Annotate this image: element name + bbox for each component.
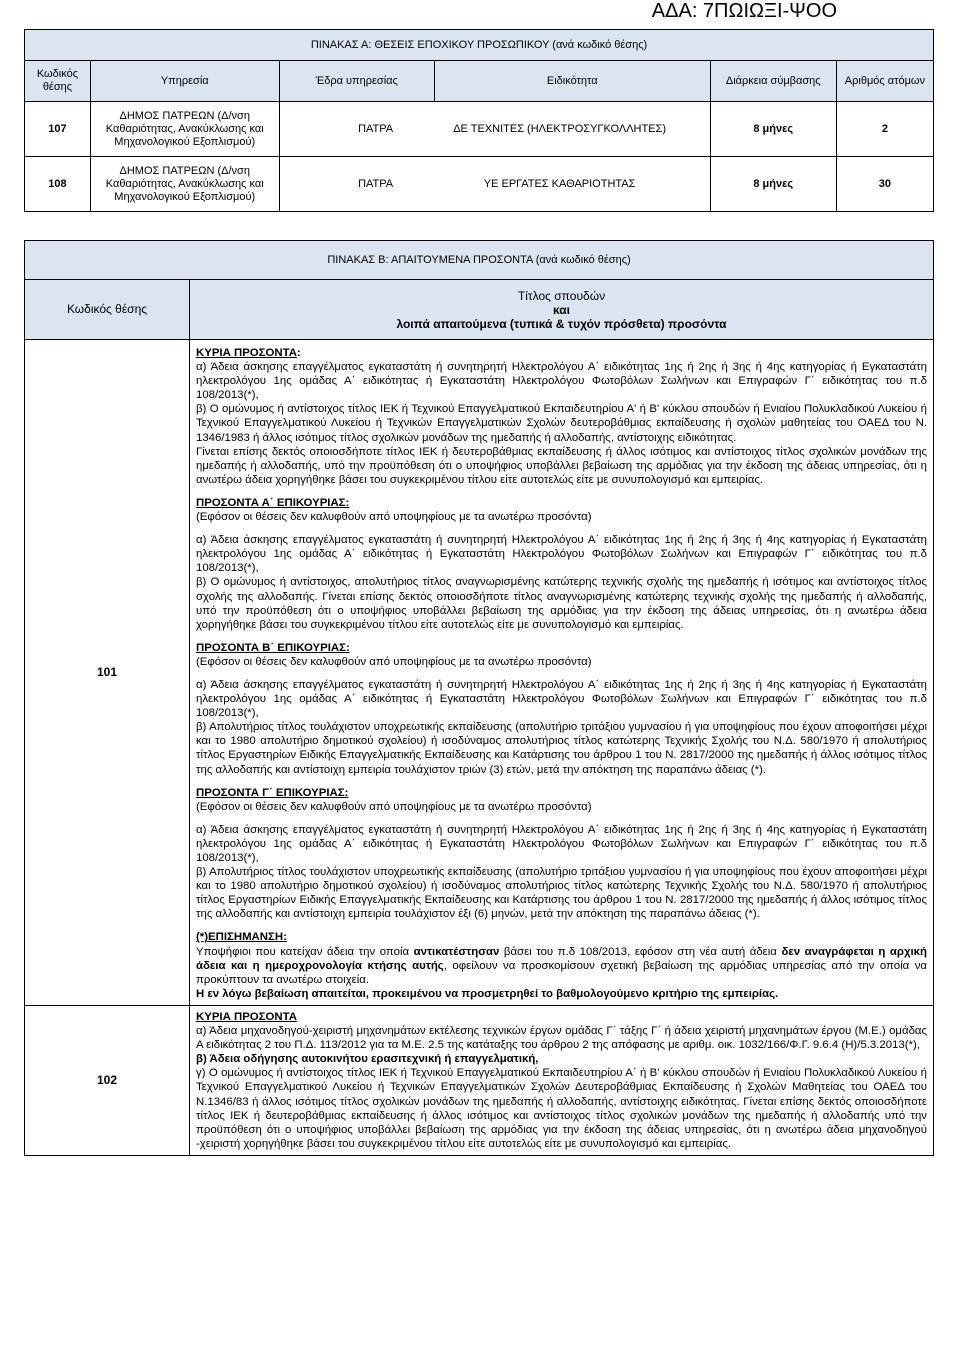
section-head: ΠΡΟΣΟΝΤΑ Α΄ ΕΠΙΚΟΥΡΙΑΣ: <box>196 496 350 509</box>
row-code: 101 <box>25 340 190 1006</box>
row-seat-specialty <box>279 102 710 157</box>
item-b: β) Άδεια οδήγησης αυτοκινήτου ερασιτεχνική ή επαγγελματική, <box>196 1053 539 1066</box>
col-service: Υπηρεσία <box>90 61 279 102</box>
table-row <box>25 1005 934 1155</box>
row-duration: 8 μήνες <box>710 157 836 212</box>
row-count: 30 <box>836 157 933 212</box>
item-a: α) Άδεια άσκησης επαγγέλματος εγκαταστάτη ή συνητηρητή Ηλεκτρολόγου Α΄ ειδικότητας 1ης ή 2ης ή 3ης ή 4ης κατηγορίας ή Εγκαταστάτη ηλεκτρολόγου 1ης ομάδας Α΄ ειδικότητας ή Εγκαταστάτη Ηλεκτρολόγου Φωτοβόλων Σωλήνων και Επιγραφών Γ΄ ειδικότητας του π.δ 108/2013(*), <box>196 678 927 720</box>
row-service: ΔΗΜΟΣ ΠΑΤΡΕΩΝ (Δ/νση Καθαριότητας, Ανακύκλωσης και Μηχανολογικού Εξοπλισμού) <box>90 102 279 157</box>
note-head: (*)ΕΠΙΣΗΜΑΝΣΗ: <box>196 931 287 944</box>
table-a-title: ΠΙΝΑΚΑΣ Α: ΘΕΣΕΙΣ ΕΠΟΧΙΚΟΥ ΠΡΟΣΩΠΙΚΟΥ (ανά κωδικό θέσης) <box>25 30 934 61</box>
col-title-b <box>190 280 934 340</box>
table-b <box>24 240 934 1156</box>
col-duration: Διάρκεια σύμβασης <box>710 61 836 102</box>
section-note: (Εφόσον οι θέσεις δεν καλυφθούν από υποψηφίους με τα ανωτέρω προσόντα) <box>196 800 592 813</box>
note-text: Υποψήφιοι που κατείχαν άδεια την οποία αντικατέστησαν βάσει του π.δ 108/2013, εφόσον στη νέα αυτή άδεια δεν αναγράφεται η αρχική άδεια και η ημερoχρονολογία κτήσης αυτής, οφείλουν να προσκομίσουν σχετική βεβαίωση της αρμόδιας υπηρεσίας από την οποία να προκύπτουν τα ανωτέρω στοιχεία. <box>196 945 927 986</box>
item-c: γ) Ο ομώνυμος ή αντίστοιχος τίτλος ΙΕΚ ή Τεχνικού Επαγγελματικού Εκπαιδευτηρίου Α΄ ή Β' κύκλου σπουδών ή Ενιαίου Πολυκλαδικού Λυκείου ή Τεχνικού Επαγγελματικού Λυκείου ή Τεχνικών Επαγγελματικών Σχολών Δευτεροβάθμιας Εκπαίδευσης ή Σχολών Μαθητείας του ΟΑΕΔ του Ν.1346/83 ή άλλος ισότιμος τίτλος σχολικών μονάδων της ημεδαπής ή αλλοδαπής, αντίστοιχης ειδικότητας. Γίνεται επίσης δεκτός οποιοσδήποτε τίτλος ΙΕΚ ή δευτεροβάθμιας εκπαίδευσης ή άλλος ισότιμος και αντίστοιχος τίτλος σχολικών μονάδων της ημεδαπής ή αλλοδαπής υπό την προϋπόθεση ότι ο υποψήφιος υποβάλλει βεβαίωση της αρμόδιας για την έκδοση της άδειας υπηρεσίας, ότι η ανωτέρω άδεια μηχανοδηγού -χειριστή χορηγήθηκε βάσει του συγκεκριμένου τίτλου είτε αυτοτελώς είτε με συνυπολογισμό και εμπειρίας. <box>196 1067 927 1150</box>
item-c: Γίνεται επίσης δεκτός οποιοσδήποτε τίτλος ΙΕΚ ή δευτεροβάθμιας εκπαίδευσης ή άλλος ισότιμος και αντίστοιχος τίτλος σχολικών μονάδων της ημεδαπής ή αλλοδαπής, υπό την προϋπόθεση ότι ο υποψήφιος υποβάλλει βεβαίωση της αρμόδιας για την έκδοση της άδειας υπηρεσίας, ότι η ανωτέρω άδεια χορηγήθηκε βάσει του συγκεκριμένου τίτλου είτε αυτοτελώς είτε με συνυπολογισμό και εμπειρίας. <box>196 445 927 486</box>
note-bold: Η εν λόγω βεβαίωση απαιτείται, προκειμένου να προσμετρηθεί το βαθμολογούμενο κριτήριο της εμπειρίας. <box>196 987 779 1000</box>
row-qualifications <box>190 1005 934 1155</box>
ada-code: ΑΔΑ: 7ΠΩΙΩΞΙ-ΨΟΟ <box>651 0 837 22</box>
row-service: ΔΗΜΟΣ ΠΑΤΡΕΩΝ (Δ/νση Καθαριότητας, Ανακύκλωσης και Μηχανολογικού Εξοπλισμού) <box>90 157 279 212</box>
col-code-b: Κωδικός θέσης <box>25 280 190 340</box>
table-row <box>25 157 934 212</box>
item-b: β) Ο ομώνυμος ή αντίστοιχος τίτλος ΙΕΚ ή Τεχνικού Επαγγελματικού Εκπαιδευτηρίου Α' ή Β' κύκλου σπουδών ή Ενιαίου Πολυκλαδικού Λυκείου ή Τεχνικού Επαγγελματικού Λυκείου ή Τεχνικών Επαγγελματικών Σχολών δευτεροβάθμιας εκπαίδευσης ή σχολών μαθητείας του ΟΑΕΔ του Ν. 1346/1983 ή άλλος ισότιμος τίτλος σχολικών μονάδων της ημεδαπής ή αλλοδαπής, αντίστοιχης ειδικότητας. <box>196 403 927 444</box>
section-note: (Εφόσον οι θέσεις δεν καλυφθούν από υποψηφίους με τα ανωτέρω προσόντα) <box>196 655 592 668</box>
row-duration: 8 μήνες <box>710 102 836 157</box>
col-specialty: Ειδικότητα <box>434 61 710 102</box>
col-code: Κωδικός θέσης <box>25 61 91 102</box>
col-title-line1: Τίτλος σπουδών <box>517 288 606 303</box>
section-head: ΠΡΟΣΟΝΤΑ Β΄ ΕΠΙΚΟΥΡΙΑΣ: <box>196 641 350 654</box>
item-a: α) Άδεια άσκησης επαγγέλματος εγκαταστάτη ή συνητηρητή Ηλεκτρολόγου Α΄ ειδικότητας 1ης ή 2ης ή 3ης ή 4ης κατηγορίας ή Εγκαταστάτη ηλεκτρολόγου 1ης ομάδας Α΄ ειδικότητας ή Εγκαταστάτη Ηλεκτρολόγου Φωτοβόλων Σωλήνων και Επιγραφών Γ΄ ειδικότητας του π.δ 108/2013(*), <box>196 823 927 864</box>
item-b: β) Απολυτήριος τίτλος τουλάχιστον υποχρεωτικής εκπαίδευσης (απολυτήριο τριτάξιου γυμνασίου ή για υποψηφίους που έχουν αποφοιτήσει μέχρι και το 1980 απολυτήριο δημοτικού σχολείου) ή ισοδύναμος απολυτήριος τίτλος κατώτερης Τεχνικής Σχολής του Ν.Δ. 580/1970 ή απολυτήριος τίτλος Εργαστηρίων Ειδικής Επαγγελματικής Εκπαίδευσης και Κατάρτισης του άρθρου 1 του Ν. 2817/2000 της ημεδαπής ή άλλος ισότιμος τίτλος της αλλοδαπής και αντίστοιχη εμπειρία τουλάχιστον τριών (3) ετών, μετά την απόκτηση της παραπάνω άδειας (*). <box>196 721 927 776</box>
table-row <box>25 340 934 1006</box>
item-a: α) Άδεια άσκησης επαγγέλματος εγκαταστάτη ή συνητηρητή Ηλεκτρολόγου Α΄ ειδικότητας 1ης ή 2ης ή 3ης ή 4ης κατηγορίας ή Εγκαταστάτη ηλεκτρολόγου 1ης ομάδας Α΄ ειδικότητας ή Εγκαταστάτη Ηλεκτρολόγου Φωτοβόλων Σωλήνων και Επιγραφών Γ΄ ειδικότητας του π.δ 108/2013(*), <box>196 534 927 575</box>
col-seat: Έδρα υπηρεσίας <box>279 61 434 102</box>
table-a <box>24 29 934 212</box>
section-head: ΚΥΡΙΑ ΠΡΟΣΟΝΤΑ <box>196 347 297 359</box>
col-title-line2: και <box>552 302 570 317</box>
item-a: α) Άδεια άσκησης επαγγέλματος εγκαταστάτη ή συνητηρητή Ηλεκτρολόγου Α΄ ειδικότητας 1ης ή 2ης ή 3ης ή 4ης κατηγορίας ή Εγκαταστάτη ηλεκτρολόγου 1ης ομάδας Α΄ ειδικότητας ή Εγκαταστάτη Ηλεκτρολόγου Φωτοβόλων Σωλήνων και Επιγραφών Γ΄ ειδικότητας του π.δ 108/2013(*), <box>196 361 927 402</box>
row-code: 108 <box>25 157 91 212</box>
item-b: β) Ο ομώνυμος ή αντίστοιχος, απολυτήριος τίτλος αναγνωρισμένης κατώτερης τεχνικής σχολής της ημεδαπής ή ισότιμος και αντίστοιχος τίτλος σχολής της αλλοδαπής. Γίνεται επίσης δεκτός οποιοσδήποτε τίτλος αναγνωρισμένης κατώτερης τεχνικής σχολής της ημεδαπής ή αλλοδαπής, υπό την προϋπόθεση ότι ο υποψήφιος υποβάλλει βεβαίωση της αρμόδιας για την έκδοση της άδειας υπηρεσίας, ότι η ανωτέρω άδεια χορηγήθηκε βάσει του συγκεκριμένου τίτλου είτε αυτοτελώς είτε με συνυπολογισμό και εμπειρίας. <box>196 576 927 631</box>
row-qualifications: ΚΥΡΙΑ ΠΡΟΣΟΝΤΑ: α) Άδεια άσκησης επαγγέλματος εγκαταστάτη ή συνητηρητή Ηλεκτρολόγου Α΄ ειδικότητας 1ης ή 2ης ή 3ης ή 4ης κατηγορίας ή Εγκαταστάτη ηλεκτρολόγου 1ης ομάδας Α΄ ειδικότητας ή Εγκαταστάτη Ηλεκτρολόγου Φωτοβόλων Σωλήνων και Επιγραφών Γ΄ ειδικότητας του π.δ 108/2013(*), β) Ο ομώνυμος ή αντίστοιχος τίτλος ΙΕΚ ή Τεχνικού Επαγγελματικού Εκπαιδευτηρίου Α' ή Β' κύκλου σπουδών ή Ενιαίου Πολυκλαδικού Λυκείου ή Τεχνικού Επαγγελματικού Λυκείου ή Τεχνικών Επαγγελματικών Σχολών δευτεροβάθμιας εκπαίδευσης ή σχολών μαθητείας του ΟΑΕΔ του Ν. 1346/1983 ή άλλος ισότιμος τίτλος σχολικών μονάδων της ημεδαπής ή αλλοδαπής, αντίστοιχης ειδικότητας. Γίνεται επίσης δεκτός οποιοσδήποτε τίτλος ΙΕΚ ή δευτεροβάθμιας εκπαίδευσης ή άλλος ισότιμος και αντίστοιχος τίτλος σχολικών μονάδων της ημεδαπής ή αλλοδαπής, υπό την προϋπόθεση ότι ο υποψήφιος υποβάλλει βεβαίωση της αρμόδιας για την έκδοση της άδειας υπηρεσίας, ότι η ανωτέρω άδεια χορηγήθηκε βάσει του συγκεκριμένου τίτλου είτε αυτοτελώς είτε με συνυπολογισμό και εμπειρίας. ΠΡΟΣΟΝΤΑ Α΄ ΕΠΙΚΟΥΡΙΑΣ: (Εφόσον οι θέσεις δεν καλυφθούν από υποψηφίους με τα ανωτέρω προσόντα) α) Άδεια άσκησης επαγγέλματος εγκαταστάτη ή συνητηρητή Ηλεκτρολόγου Α΄ ειδικότητας 1ης ή 2ης ή 3ης ή 4ης κατηγορίας ή Εγκαταστάτη ηλεκτρολόγου 1ης ομάδας Α΄ ειδικότητας ή Εγκαταστάτη Ηλεκτρολόγου Φωτοβόλων Σωλήνων και Επιγραφών Γ΄ ειδικότητας του π.δ 108/2013(*), β) Ο ομώνυμος ή αντίστοιχος, απολυτήριος τίτλος αναγνωρισμένης κατώτερης τεχνικής σχολής της ημεδαπής ή ισότιμος και αντίστοιχος τίτλος σχολής της αλλοδαπής. Γίνεται επίσης δεκτός οποιοσδήποτε τίτλος αναγνωρισμένης κατώτερης τεχνικής σχολής της ημεδαπής ή αλλοδαπής, υπό την προϋπόθεση ότι ο υποψήφιος υποβάλλει βεβαίωση της αρμόδιας για την έκδοση της άδειας υπηρεσίας, ότι η ανωτέρω άδεια χορηγήθηκε βάσει του συγκεκριμένου τίτλου είτε αυτοτελώς είτε με συνυπολογισμό και εμπειρίας. ΠΡΟΣΟΝΤΑ Β΄ ΕΠΙΚΟΥΡΙΑΣ: (Εφόσον οι θέσεις δεν καλυφθούν από υποψηφίους με τα ανωτέρω προσόντα) α) Άδεια άσκησης επαγγέλματος εγκαταστάτη ή συνητηρητή Ηλεκτρολόγου Α΄ ειδικότητας 1ης ή 2ης ή 3ης ή 4ης κατηγορίας ή Εγκαταστάτη ηλεκτρολόγου 1ης ομάδας Α΄ ειδικότητας ή Εγκαταστάτη Ηλεκτρολόγου Φωτοβόλων Σωλήνων και Επιγραφών Γ΄ ειδικότητας του π.δ 108/2013(*), β) Απολυτήριος τίτλος τουλάχιστον υποχρεωτικής εκπαίδευσης (απολυτήριο τριτάξιου γυμνασίου ή για υποψηφίους που έχουν αποφοιτήσει μέχρι και το 1980 απολυτήριο δημοτικού σχολείου) ή ισοδύναμος απολυτήριος τίτλος κατώτερης Τεχνικής Σχολής του Ν.Δ. 580/1970 ή απολυτήριος τίτλος Εργαστηρίων Ειδικής Επαγγελματικής Εκπαίδευσης και Κατάρτισης του άρθρου 1 του Ν. 2817/2000 της ημεδαπής ή άλλος ισότιμος τίτλος της αλλοδαπής και αντίστοιχη εμπειρία τουλάχιστον τριών (3) ετών, μετά την απόκτηση της παραπάνω άδειας (*). ΠΡΟΣΟΝΤΑ Γ΄ ΕΠΙΚΟΥΡΙΑΣ: (Εφόσον οι θέσεις δεν καλυφθούν από υποψηφίους με τα ανωτέρω προσόντα) α) Άδεια άσκησης επαγγέλματος εγκαταστάτη ή συνητηρητή Ηλεκτρολόγου Α΄ ειδικότητας 1ης ή 2ης ή 3ης ή 4ης κατηγορίας ή Εγκαταστάτη ηλεκτρολόγου 1ης ομάδας Α΄ ειδικότητας ή Εγκαταστάτη Ηλεκτρολόγου Φωτοβόλων Σωλήνων και Επιγραφών Γ΄ ειδικότητας του π.δ 108/2013(*), β) Απολυτήριος τίτλος τουλάχιστον υποχρεωτικής εκπαίδευσης (απολυτήριο τριτάξιου γυμνασίου ή για υποψηφίους που έχουν αποφοιτήσει μέχρι και το 1980 απολυτήριο δημοτικού σχολείου) ή ισοδύναμος απολυτήριος τίτλος κατώτερης Τεχνικής Σχολής του Ν.Δ. 580/1970 ή απολυτήριος τίτλος Εργαστηρίων Ειδικής Επαγγελματικής Εκπαίδευσης και Κατάρτισης του άρθρου 1 του Ν. 2817/2000 της ημεδαπής ή άλλος ισότιμος τίτλος της αλλοδαπής και αντίστοιχη εμπειρία τουλάχιστον έξι (6) μηνών, μετά την απόκτηση της παραπάνω άδειας (*). (*)ΕΠΙΣΗΜΑΝΣΗ: Υποψήφιοι που κατείχαν άδεια την οποία αντικατέστησαν βάσει του π.δ 108/2013, εφόσον στη νέα αυτή άδεια δεν αναγράφεται η αρχική άδεια και η ημερoχρονολογία κτήσης αυτής, οφείλουν να προσκομίσουν σχετική βεβαίωση της αρμόδιας υπηρεσίας από την οποία να προκύπτουν τα ανωτέρω στοιχεία. Η εν λόγω βεβαίωση απαιτείται, προκειμένου να προσμετρηθεί το βαθμολογούμενο κριτήριο της εμπειρίας. <box>190 340 934 1006</box>
item-a: α) Άδεια μηχανοδηγού-χειριστή μηχανημάτων εκτέλεσης τεχνικών έργων ομάδας Γ΄ τάξης Γ΄ ή άδεια χειριστή μηχανημάτων έργου (Μ.Ε.) ομάδας Α ειδικότητας 2 του Π.Δ. 113/2012 για τα Μ.Ε. 2.5 της κατάταξης του άρθρου 2 της απόφασης με αριθμ. οικ. 1032/166/Φ.Γ. 9.6.4 (Η)/5.3.2013(*), <box>196 1025 927 1052</box>
col-count: Αριθμός ατόμων <box>836 61 933 102</box>
row-code: 102 <box>25 1005 190 1155</box>
row-count: 2 <box>836 102 933 157</box>
row-specialty: ΔΕ ΤΕΧΝΙΤΕΣ (ΗΛΕΚΤΡΟΣΥΓΚΟΛΛΗΤΕΣ) <box>453 122 667 135</box>
row-code: 107 <box>25 102 91 157</box>
row-seat-specialty <box>279 157 710 212</box>
row-seat: ΠΑΤΡΑ <box>358 122 394 135</box>
section-head: ΚΥΡΙΑ ΠΡΟΣΟΝΤΑ <box>196 1010 297 1023</box>
row-seat: ΠΑΤΡΑ <box>358 177 394 190</box>
section-head: ΠΡΟΣΟΝΤΑ Γ΄ ΕΠΙΚΟΥΡΙΑΣ: <box>196 786 349 799</box>
col-title-line3: λοιπά απαιτούμενα (τυπικά & τυχόν πρόσθετα) προσόντα <box>396 316 727 331</box>
table-row <box>25 102 934 157</box>
item-b: β) Απολυτήριος τίτλος τουλάχιστον υποχρεωτικής εκπαίδευσης (απολυτήριο τριτάξιου γυμνασίου ή για υποψηφίους που έχουν αποφοιτήσει μέχρι και το 1980 απολυτήριο δημοτικού σχολείου) ή ισοδύναμος απολυτήριος τίτλος κατώτερης Τεχνικής Σχολής του Ν.Δ. 580/1970 ή απολυτήριος τίτλος Εργαστηρίων Ειδικής Επαγγελματικής Εκπαίδευσης και Κατάρτισης του άρθρου 1 του Ν. 2817/2000 της ημεδαπής ή άλλος ισότιμος τίτλος της αλλοδαπής και αντίστοιχη εμπειρία τουλάχιστον έξι (6) μηνών, μετά την απόκτηση της παραπάνω άδειας (*). <box>196 866 927 921</box>
row-specialty: ΥΕ ΕΡΓΑΤΕΣ ΚΑΘΑΡΙΟΤΗΤΑΣ <box>483 177 636 190</box>
table-b-title: ΠΙΝΑΚΑΣ Β: ΑΠΑΙΤΟΥΜΕΝΑ ΠΡΟΣΟΝΤΑ (ανά κωδικό θέσης) <box>25 241 934 280</box>
section-note: (Εφόσον οι θέσεις δεν καλυφθούν από υποψηφίους με τα ανωτέρω προσόντα) <box>196 511 592 524</box>
